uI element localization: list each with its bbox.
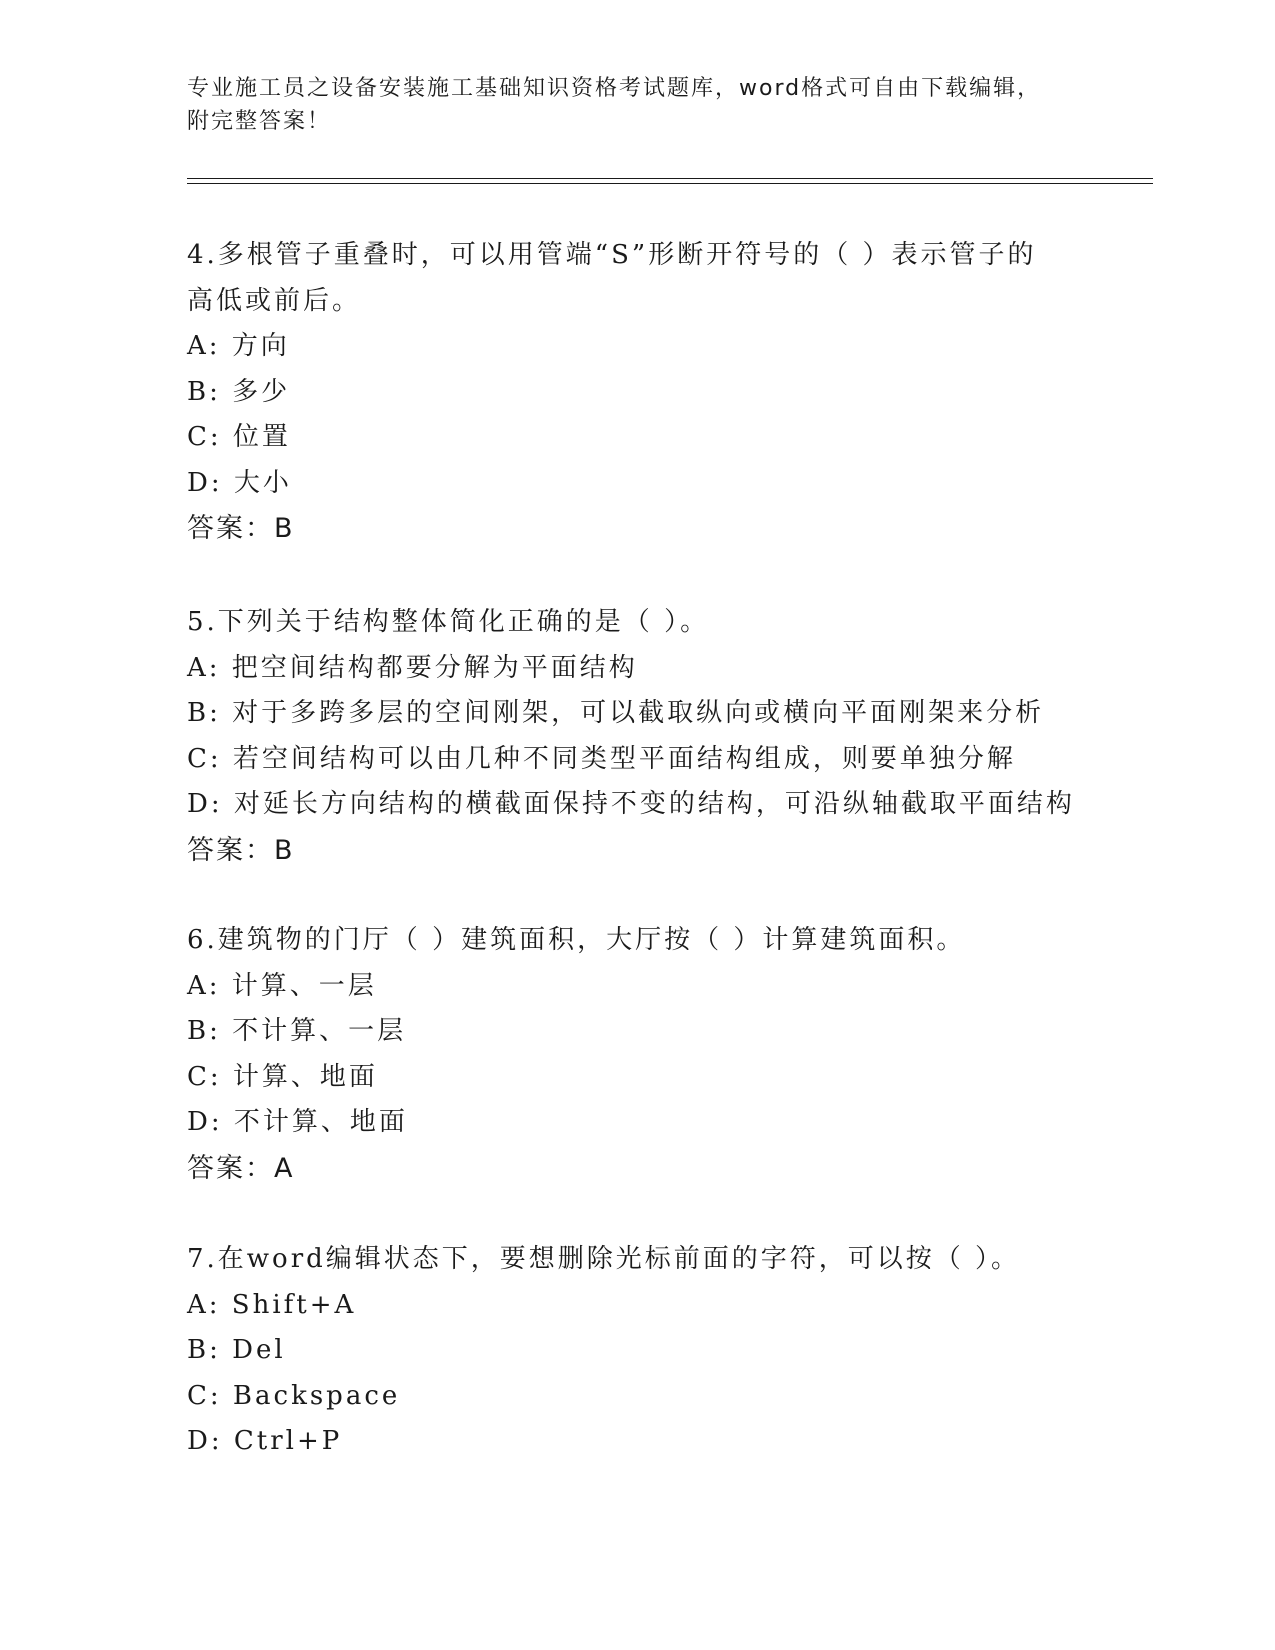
header-divider-top: [187, 178, 1153, 179]
question-6: [187, 918, 1087, 1191]
option-a: A: 计算、一层: [187, 970, 377, 1001]
answer-line: 答案：B: [187, 513, 295, 544]
question-stem-line: 7.在word编辑状态下，要想删除光标前面的字符，可以按（ ）。: [187, 1244, 1021, 1274]
option-d: D: 对延长方向结构的横截面保持不变的结构，可沿纵轴截取平面结构: [187, 789, 1075, 819]
option-c: C: Backspace: [187, 1380, 401, 1411]
question-7: [187, 1237, 1087, 1465]
option-c: C: 计算、地面: [187, 1061, 378, 1092]
option-b: B: 多少: [187, 376, 291, 407]
header-divider-bottom: [187, 183, 1153, 184]
answer-line: 答案：A: [187, 1152, 295, 1184]
option-b: B: Del: [187, 1335, 286, 1365]
header-line-2: 附完整答案！: [187, 109, 332, 134]
option-b: B: 对于多跨多层的空间刚架，可以截取纵向或横向平面刚架来分析: [187, 698, 1045, 728]
option-a: A: Shift+A: [187, 1289, 357, 1320]
question-4: [187, 233, 1087, 552]
option-c: C: 若空间结构可以由几种不同类型平面结构组成，则要单独分解: [187, 743, 1016, 774]
question-5: [187, 600, 1087, 873]
option-d: D: 不计算、地面: [187, 1107, 408, 1137]
question-stem-line: 6.建筑物的门厅（ ）建筑面积，大厅按（ ）计算建筑面积。: [187, 925, 966, 955]
option-d: D: Ctrl+P: [187, 1426, 343, 1456]
question-stem-line: 4.多根管子重叠时，可以用管端“S”形断开符号的（ ）表示管子的: [187, 240, 1037, 270]
question-stem-line: 高低或前后。: [187, 285, 362, 316]
option-b: B: 不计算、一层: [187, 1016, 407, 1046]
option-d: D: 大小: [187, 467, 292, 498]
document-header: [187, 72, 1087, 138]
answer-line: 答案：B: [187, 834, 295, 866]
header-line-1: 专业施工员之设备安装施工基础知识资格考试题库，word格式可自由下载编辑，: [187, 76, 1042, 101]
option-a: A: 把空间结构都要分解为平面结构: [187, 652, 638, 683]
option-c: C: 位置: [187, 422, 291, 452]
option-a: A: 方向: [187, 331, 290, 361]
question-stem-line: 5.下列关于结构整体简化正确的是（ ）。: [187, 607, 710, 637]
